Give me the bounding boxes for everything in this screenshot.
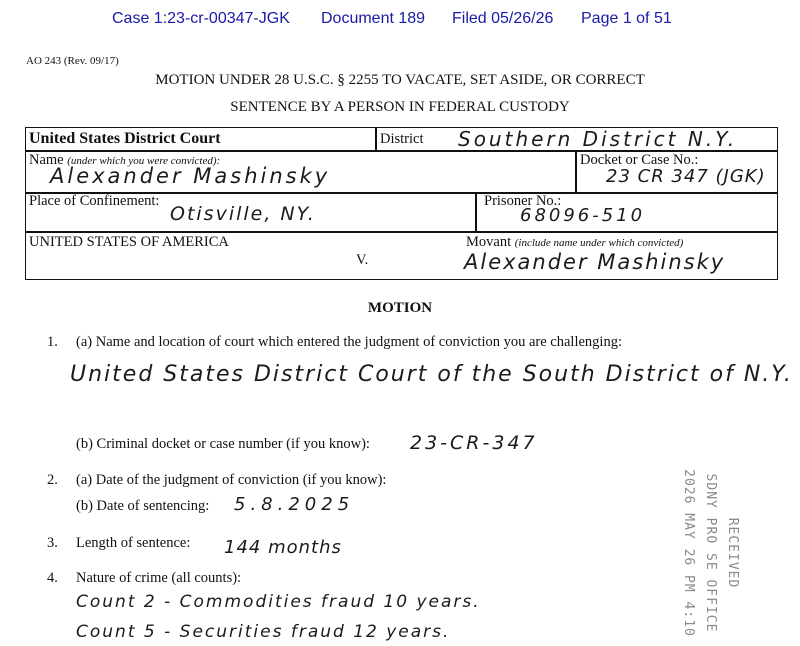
prisoner-value: 68096-510 xyxy=(520,205,646,226)
ecf-page-count: Page 1 of 51 xyxy=(581,10,672,27)
confinement-label: Place of Confinement: xyxy=(29,193,160,209)
court-label: United States District Court xyxy=(29,130,221,147)
q4-number: 4. xyxy=(47,570,58,586)
motion-heading: MOTION xyxy=(367,300,433,316)
district-label: District xyxy=(380,131,424,147)
movant-label: Movant (include name under which convicted) xyxy=(466,234,684,250)
q3-number: 3. xyxy=(47,535,58,551)
movant-value: Alexander Mashinsky xyxy=(464,250,726,274)
q1a-text: (a) Name and location of court which entered the judgment of conviction you are challenging: xyxy=(76,334,622,350)
q4-answer-line2: Count 5 - Securities fraud 12 years. xyxy=(76,622,451,642)
q4-text: Nature of crime (all counts): xyxy=(76,570,242,586)
stamp-line-office: SDNY PRO SE OFFICE xyxy=(703,473,718,633)
name-field-label: Name (under which you were convicted): xyxy=(29,152,221,168)
name-value: Alexander Mashinsky xyxy=(50,164,331,188)
q2b-answer: 5.8.2025 xyxy=(234,494,355,515)
district-value: Southern District N.Y. xyxy=(458,127,738,151)
prisoner-label: Prisoner No.: xyxy=(484,193,562,209)
stamp-line-received: RECEIVED xyxy=(725,517,740,589)
q3-text: Length of sentence: xyxy=(76,535,191,551)
form-id: AO 243 (Rev. 09/17) xyxy=(26,55,119,67)
q1b-text: (b) Criminal docket or case number (if you know): xyxy=(76,436,370,452)
q1b-answer: 23-CR-347 xyxy=(410,432,538,454)
ecf-header xyxy=(0,8,800,32)
confinement-value: Otisville, NY. xyxy=(170,203,316,225)
versus-label: V. xyxy=(356,252,369,268)
form-title-line1: MOTION UNDER 28 U.S.C. § 2255 TO VACATE, SET ASIDE, OR CORRECT xyxy=(155,72,645,88)
received-stamp xyxy=(650,468,770,638)
docket-value: 23 CR 347 (JGK) xyxy=(606,166,766,187)
q2-number: 2. xyxy=(47,472,58,488)
ecf-document-number: Document 189 xyxy=(321,10,426,27)
form-title-line2: SENTENCE BY A PERSON IN FEDERAL CUSTODY xyxy=(230,99,570,115)
q4-answer-line1: Count 2 - Commodities fraud 10 years. xyxy=(76,592,481,612)
ecf-filed-date: Filed 05/26/26 xyxy=(452,10,554,27)
q3-answer: 144 months xyxy=(224,537,342,558)
q1-number: 1. xyxy=(47,334,58,350)
q2a-text: (a) Date of the judgment of conviction (if you know): xyxy=(76,472,387,488)
ecf-case-number: Case 1:23-cr-00347-JGK xyxy=(112,10,290,27)
q2b-text: (b) Date of sentencing: xyxy=(76,498,210,514)
docket-label: Docket or Case No.: xyxy=(580,152,699,168)
usa-label: UNITED STATES OF AMERICA xyxy=(29,234,229,250)
q1a-answer: United States District Court of the South District of N.Y. xyxy=(70,362,793,387)
stamp-line-datetime: 2026 MAY 26 PM 4:10 xyxy=(681,469,696,637)
